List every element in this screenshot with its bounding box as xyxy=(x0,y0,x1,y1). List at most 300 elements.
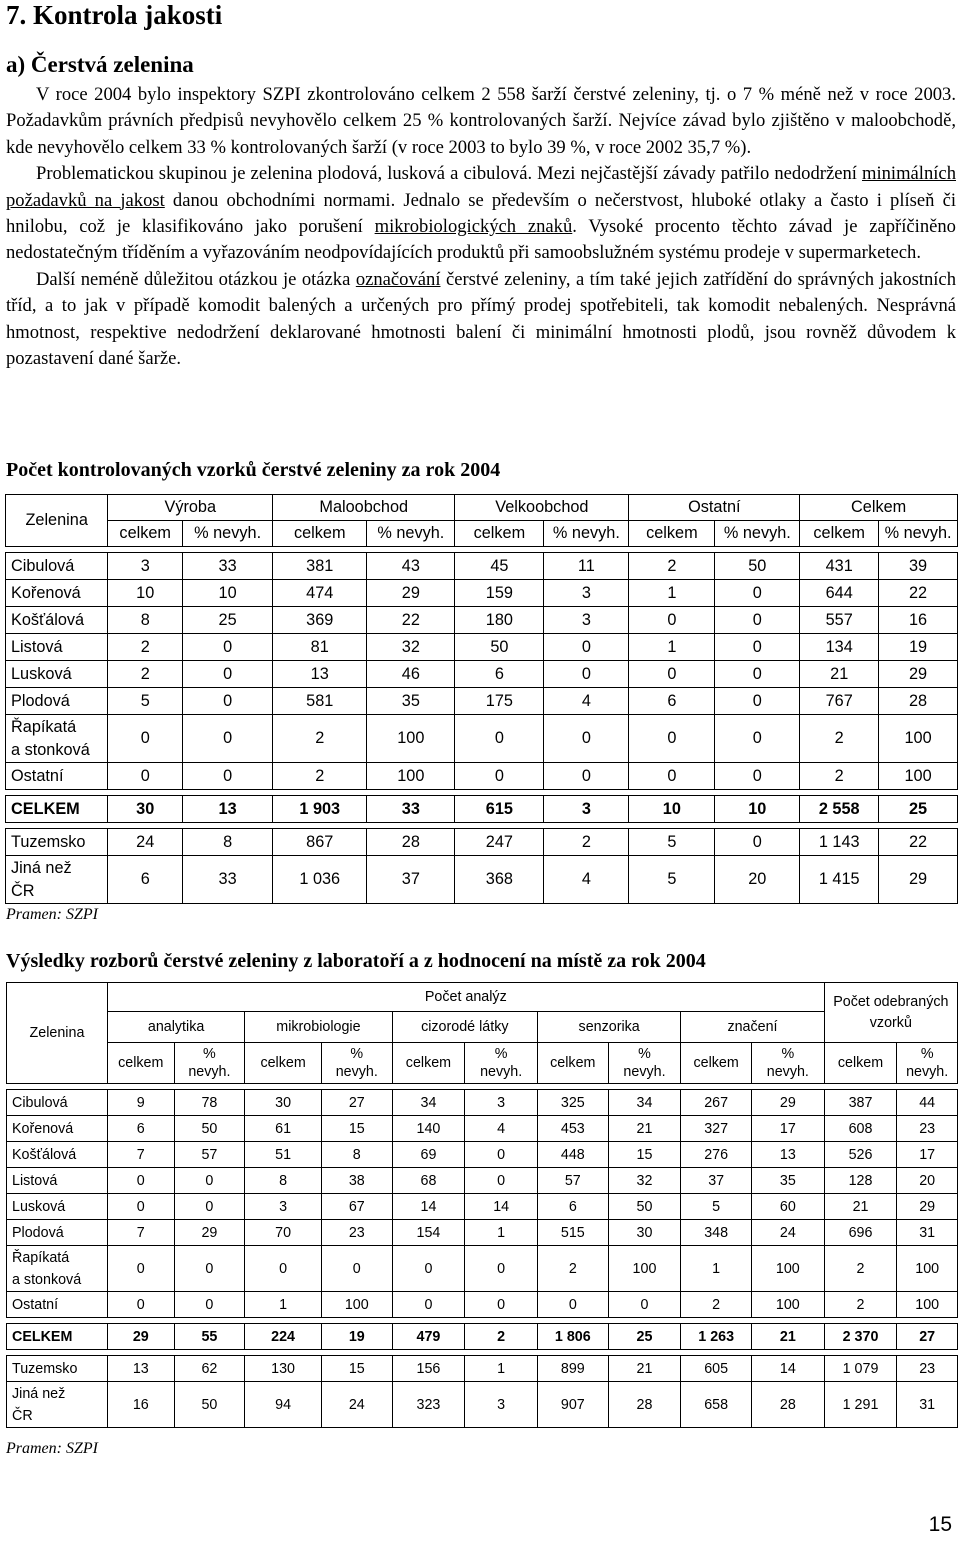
table2-row-label: Košťálová xyxy=(7,1142,108,1168)
table1-cell: 24 xyxy=(108,829,183,856)
table1-group-header: Celkem xyxy=(800,495,958,521)
table2-group-header: mikrobiologie xyxy=(245,1012,392,1043)
table2-cell: 23 xyxy=(897,1116,958,1142)
table1-cell: 81 xyxy=(273,634,367,661)
table-row xyxy=(6,661,958,688)
table2-cell: 387 xyxy=(824,1090,897,1116)
table-row xyxy=(6,688,958,715)
paragraph-2-text-a: Problematickou skupinou je zelenina plodová, lusková a cibulová. Mezi nejčastější závady patřilo nedodržení xyxy=(36,163,862,185)
table1-row-label: Jiná než ČR xyxy=(6,856,108,904)
table2-sub-pct-header: % nevyh. xyxy=(174,1043,245,1084)
table2-cell: 0 xyxy=(465,1168,538,1194)
table1-cell: 46 xyxy=(367,661,455,688)
table1-sub-total-header: celkem xyxy=(455,521,544,547)
table2-cell: 2 xyxy=(681,1292,752,1318)
table2-cell: 0 xyxy=(245,1246,322,1292)
table2-cell: 608 xyxy=(824,1116,897,1142)
table2-group-header: cizorodé látky xyxy=(392,1012,537,1043)
table2-cell: 9 xyxy=(107,1090,174,1116)
table2-cell: 70 xyxy=(245,1220,322,1246)
table-row xyxy=(6,553,958,580)
table1-cell: 30 xyxy=(108,796,183,823)
table2-cell: 16 xyxy=(107,1382,174,1428)
table2-cell: 7 xyxy=(107,1142,174,1168)
table2-sub-pct-header: % nevyh. xyxy=(321,1043,392,1084)
table1-cell: 867 xyxy=(273,829,367,856)
table1-cell: 1 903 xyxy=(273,796,367,823)
table2-cell: 448 xyxy=(537,1142,608,1168)
table2-caption: Výsledky rozborů čerstvé zeleniny z laboratoří a z hodnocení na místě za rok 2004 xyxy=(6,950,706,972)
table1-cell: 43 xyxy=(367,553,455,580)
table2-cell: 94 xyxy=(245,1382,322,1428)
table2-cell: 34 xyxy=(392,1090,465,1116)
table2-cell: 323 xyxy=(392,1382,465,1428)
table1-cell: 2 xyxy=(108,634,183,661)
table-analysis-results xyxy=(6,982,958,1428)
table2-cell: 0 xyxy=(465,1292,538,1318)
table1-cell: 0 xyxy=(544,661,629,688)
table1-cell: 100 xyxy=(879,715,958,763)
table2-row-label: Lusková xyxy=(7,1194,108,1220)
table2-cell: 0 xyxy=(465,1142,538,1168)
table-row xyxy=(6,634,958,661)
table2-cell: 6 xyxy=(107,1116,174,1142)
table1-cell: 644 xyxy=(800,580,879,607)
table2-cell: 15 xyxy=(321,1116,392,1142)
table2-cell: 17 xyxy=(897,1142,958,1168)
paragraph-3-text-b: čerstvé zeleniny, a tím také jejich zatřídění do správných jakostních tříd, a to jak v případě komodit balených a určených pro přímý prodej spotřebiteli, tak komodit nebalených. Nesprávná hmotnost, respektive nedodržení deklarované hmotnosti balení či minimální hmotnosti plodů, jsou rovněž důvodem k pozastavení dané šarže. xyxy=(6,268,956,370)
table1-cell: 368 xyxy=(455,856,544,904)
table1-cell: 0 xyxy=(715,661,800,688)
table1-cell: 581 xyxy=(273,688,367,715)
table2-sub-total-header: celkem xyxy=(245,1043,322,1084)
table1-group-header: Velkoobchod xyxy=(455,495,629,521)
table2-cell: 29 xyxy=(897,1194,958,1220)
table1-cell: 21 xyxy=(800,661,879,688)
table2-cell: 100 xyxy=(608,1246,681,1292)
table2-sub-pct-header: % nevyh. xyxy=(465,1043,538,1084)
table1-cell: 381 xyxy=(273,553,367,580)
table2-cell: 55 xyxy=(174,1324,245,1350)
table2-cell: 44 xyxy=(897,1090,958,1116)
table1-cell: 557 xyxy=(800,607,879,634)
table1-cell: 1 415 xyxy=(800,856,879,904)
table1-cell: 29 xyxy=(879,856,958,904)
table1-cell: 50 xyxy=(455,634,544,661)
table1-cell: 0 xyxy=(544,634,629,661)
table1-group-header: Maloobchod xyxy=(273,495,455,521)
table1-cell: 3 xyxy=(544,580,629,607)
table2-sub-pct-header: % nevyh. xyxy=(608,1043,681,1084)
table2-cell: 21 xyxy=(824,1194,897,1220)
table2-corner-header: Zelenina xyxy=(7,983,108,1084)
table2-cell: 0 xyxy=(107,1246,174,1292)
table1-corner-header: Zelenina xyxy=(6,495,108,547)
page-number: 15 xyxy=(928,1513,952,1536)
table2-cell: 224 xyxy=(245,1324,322,1350)
table1-subheader-row xyxy=(6,521,958,547)
table1-cell: 11 xyxy=(544,553,629,580)
table2-cell: 78 xyxy=(174,1090,245,1116)
table1-cell: 0 xyxy=(715,763,800,790)
table2-cell: 6 xyxy=(537,1194,608,1220)
table1-cell: 0 xyxy=(544,715,629,763)
table2-cell: 24 xyxy=(321,1382,392,1428)
table1-sub-total-header: celkem xyxy=(273,521,367,547)
table1-cell: 100 xyxy=(367,715,455,763)
paragraph-2 xyxy=(6,161,956,267)
table2-row-label: Tuzemsko xyxy=(7,1356,108,1382)
table1-sub-pct-header: % nevyh. xyxy=(367,521,455,547)
table2-cell: 1 079 xyxy=(824,1356,897,1382)
table2-cell: 453 xyxy=(537,1116,608,1142)
table2-cell: 67 xyxy=(321,1194,392,1220)
table2-cell: 50 xyxy=(608,1194,681,1220)
table1-cell: 10 xyxy=(629,796,715,823)
table2-cell: 2 xyxy=(824,1246,897,1292)
table-row xyxy=(6,763,958,790)
table2-cell: 526 xyxy=(824,1142,897,1168)
table1-cell: 35 xyxy=(367,688,455,715)
table1-cell: 0 xyxy=(108,763,183,790)
table2-row-label: Ostatní xyxy=(7,1292,108,1318)
table2-samples-header: Počet odebraných vzorků xyxy=(824,983,957,1043)
table1-cell: 4 xyxy=(544,688,629,715)
table2-cell: 0 xyxy=(107,1292,174,1318)
table1-cell: 22 xyxy=(879,829,958,856)
table2-cell: 100 xyxy=(751,1292,824,1318)
table2-cell: 15 xyxy=(608,1142,681,1168)
table2-cell: 0 xyxy=(174,1292,245,1318)
table2-total-row xyxy=(7,1324,958,1350)
table2-cell: 0 xyxy=(392,1246,465,1292)
table2-cell: 1 xyxy=(465,1220,538,1246)
table2-cell: 17 xyxy=(751,1116,824,1142)
table2-cell: 100 xyxy=(321,1292,392,1318)
table1-caption: Počet kontrolovaných vzorků čerstvé zeleniny za rok 2004 xyxy=(6,459,501,481)
table2-cell: 25 xyxy=(608,1324,681,1350)
table1-cell: 0 xyxy=(183,634,273,661)
table-row xyxy=(7,1356,958,1382)
table2-cell: 57 xyxy=(537,1168,608,1194)
table2-row-label: Cibulová xyxy=(7,1090,108,1116)
table2-cell: 31 xyxy=(897,1220,958,1246)
table2-cell: 0 xyxy=(537,1292,608,1318)
table2-cell: 0 xyxy=(321,1246,392,1292)
paragraph-2-underlined-1: minimálních požadavků na jakost xyxy=(6,163,956,211)
table1-cell: 25 xyxy=(879,796,958,823)
table2-cell: 2 xyxy=(824,1292,897,1318)
table2-cell: 0 xyxy=(174,1168,245,1194)
table2-cell: 30 xyxy=(608,1220,681,1246)
table1-row-label: CELKEM xyxy=(6,796,108,823)
table1-cell: 13 xyxy=(183,796,273,823)
table2-cell: 140 xyxy=(392,1116,465,1142)
table2-cell: 100 xyxy=(897,1292,958,1318)
table2-cell: 2 370 xyxy=(824,1324,897,1350)
table2-cell: 57 xyxy=(174,1142,245,1168)
table1-row-label: Cibulová xyxy=(6,553,108,580)
table1-row-label: Tuzemsko xyxy=(6,829,108,856)
table-row xyxy=(6,580,958,607)
table2-cell: 60 xyxy=(751,1194,824,1220)
table-row xyxy=(7,1292,958,1318)
table1-cell: 8 xyxy=(108,607,183,634)
table2-cell: 1 xyxy=(681,1246,752,1292)
table1-row-label: Řapíkatá a stonková xyxy=(6,715,108,763)
table1-cell: 0 xyxy=(715,607,800,634)
table2-cell: 605 xyxy=(681,1356,752,1382)
table2-cell: 31 xyxy=(897,1382,958,1428)
table-row xyxy=(7,1382,958,1428)
table1-cell: 615 xyxy=(455,796,544,823)
table1-cell: 2 xyxy=(273,715,367,763)
table1-cell: 767 xyxy=(800,688,879,715)
table1-cell: 20 xyxy=(715,856,800,904)
table-row xyxy=(7,1116,958,1142)
table2-cell: 128 xyxy=(824,1168,897,1194)
table1-cell: 0 xyxy=(715,715,800,763)
table1-cell: 32 xyxy=(367,634,455,661)
table2-cell: 3 xyxy=(245,1194,322,1220)
table2-row-label: Jiná než ČR xyxy=(7,1382,108,1428)
table1-cell: 8 xyxy=(183,829,273,856)
table1-cell: 10 xyxy=(108,580,183,607)
table2-cell: 156 xyxy=(392,1356,465,1382)
table2-cell: 15 xyxy=(321,1356,392,1382)
table1-cell: 100 xyxy=(367,763,455,790)
table1-cell: 22 xyxy=(879,580,958,607)
table1-cell: 37 xyxy=(367,856,455,904)
table1-cell: 29 xyxy=(879,661,958,688)
table1-cell: 0 xyxy=(629,661,715,688)
table1-sub-pct-header: % nevyh. xyxy=(715,521,800,547)
table1-total-row xyxy=(6,796,958,823)
table2-cell: 4 xyxy=(465,1116,538,1142)
table1-row-label: Listová xyxy=(6,634,108,661)
table-row xyxy=(7,1168,958,1194)
table2-row-label: Listová xyxy=(7,1168,108,1194)
table1-cell: 0 xyxy=(455,763,544,790)
table1-cell: 28 xyxy=(879,688,958,715)
table1-cell: 45 xyxy=(455,553,544,580)
table1-cell: 19 xyxy=(879,634,958,661)
paragraph-2-text-c: . Vysoké procento těchto závad je zapříčiněno nedostatečným tříděním a vyřazováním neodpovídajících produktů při samoobslužném systému prodeje v supermarketech. xyxy=(6,216,956,264)
table1-cell: 100 xyxy=(879,763,958,790)
table2-row-label: CELKEM xyxy=(7,1324,108,1350)
table1-cell: 180 xyxy=(455,607,544,634)
table1-cell: 0 xyxy=(715,634,800,661)
table1-cell: 3 xyxy=(544,607,629,634)
table1-cell: 50 xyxy=(715,553,800,580)
table1-cell: 5 xyxy=(629,829,715,856)
table1-sub-total-header: celkem xyxy=(108,521,183,547)
table2-group-header: analytika xyxy=(107,1012,244,1043)
table1-cell: 5 xyxy=(108,688,183,715)
table1-cell: 3 xyxy=(108,553,183,580)
table2-cell: 34 xyxy=(608,1090,681,1116)
table2-cell: 3 xyxy=(465,1090,538,1116)
table-row xyxy=(6,607,958,634)
table2-cell: 21 xyxy=(608,1116,681,1142)
table2-cell: 30 xyxy=(245,1090,322,1116)
table2-cell: 899 xyxy=(537,1356,608,1382)
table2-cell: 1 xyxy=(465,1356,538,1382)
table2-cell: 100 xyxy=(897,1246,958,1292)
table1-cell: 0 xyxy=(183,715,273,763)
table1-cell: 0 xyxy=(629,715,715,763)
table2-group-header: senzorika xyxy=(537,1012,680,1043)
paragraph-3 xyxy=(6,267,956,373)
table1-cell: 33 xyxy=(183,553,273,580)
table2-sub-total-header: celkem xyxy=(537,1043,608,1084)
table2-cell: 276 xyxy=(681,1142,752,1168)
table1-cell: 1 036 xyxy=(273,856,367,904)
table1-row-label: Ostatní xyxy=(6,763,108,790)
paragraph-2-underlined-2: mikrobiologických znaků xyxy=(374,216,573,238)
table1-sub-pct-header: % nevyh. xyxy=(183,521,273,547)
table1-group-header: Ostatní xyxy=(629,495,800,521)
table1-cell: 159 xyxy=(455,580,544,607)
section-title: a) Čerstvá zelenina xyxy=(6,52,194,77)
table2-cell: 658 xyxy=(681,1382,752,1428)
table1-cell: 6 xyxy=(629,688,715,715)
table1-header-row xyxy=(6,495,958,521)
table2-cell: 1 806 xyxy=(537,1324,608,1350)
table1-cell: 247 xyxy=(455,829,544,856)
table2-sub-pct-header: % nevyh. xyxy=(751,1043,824,1084)
table1-cell: 22 xyxy=(367,607,455,634)
table2-cell: 0 xyxy=(107,1168,174,1194)
table1-row-label: Košťálová xyxy=(6,607,108,634)
table2-cell: 2 xyxy=(537,1246,608,1292)
table2-subheader-row xyxy=(7,1043,958,1084)
table1-cell: 16 xyxy=(879,607,958,634)
table1-cell: 0 xyxy=(183,661,273,688)
table1-cell: 4 xyxy=(544,856,629,904)
table1-cell: 25 xyxy=(183,607,273,634)
table2-cell: 267 xyxy=(681,1090,752,1116)
table2-cell: 154 xyxy=(392,1220,465,1246)
paragraph-2-text-b: danou obchodními normami. Jednalo se především o nečerstvost, hluboké otlaky a často i plíseň či hnilobu, což je klasifikováno jako porušení xyxy=(6,189,956,238)
table1-group-header: Výroba xyxy=(108,495,273,521)
table1-cell: 29 xyxy=(367,580,455,607)
table2-cell: 5 xyxy=(681,1194,752,1220)
table2-cell: 327 xyxy=(681,1116,752,1142)
table2-cell: 24 xyxy=(751,1220,824,1246)
table2-cell: 0 xyxy=(174,1194,245,1220)
table2-cell: 61 xyxy=(245,1116,322,1142)
table1-cell: 2 xyxy=(108,661,183,688)
table-row xyxy=(6,715,958,763)
table2-cell: 8 xyxy=(245,1168,322,1194)
table2-cell: 8 xyxy=(321,1142,392,1168)
table2-cell: 325 xyxy=(537,1090,608,1116)
paragraph-3-underlined: označování xyxy=(355,268,441,290)
table2-cell: 29 xyxy=(751,1090,824,1116)
table1-cell: 28 xyxy=(367,829,455,856)
table2-cell: 515 xyxy=(537,1220,608,1246)
table1-cell: 0 xyxy=(544,763,629,790)
table2-cell: 14 xyxy=(392,1194,465,1220)
table2-row-label: Kořenová xyxy=(7,1116,108,1142)
table1-cell: 10 xyxy=(183,580,273,607)
body-text xyxy=(6,82,956,372)
table2-row-label: Řapíkatá a stonková xyxy=(7,1246,108,1292)
table2-cell: 20 xyxy=(897,1168,958,1194)
table1-cell: 1 xyxy=(629,580,715,607)
table2-cell: 21 xyxy=(751,1324,824,1350)
table2-super-header-row xyxy=(7,983,958,1012)
paragraph-3-text-a: Další neméně důležitou otázkou je otázka xyxy=(36,268,356,290)
table1-cell: 2 xyxy=(273,763,367,790)
table2-group-header-row xyxy=(7,1012,958,1043)
table1-cell: 2 xyxy=(800,763,879,790)
table2-cell: 19 xyxy=(321,1324,392,1350)
table2-cell: 3 xyxy=(465,1382,538,1428)
table2-sub-total-header: celkem xyxy=(392,1043,465,1084)
table2-cell: 0 xyxy=(392,1292,465,1318)
table2-cell: 38 xyxy=(321,1168,392,1194)
table2-cell: 348 xyxy=(681,1220,752,1246)
table2-cell: 27 xyxy=(321,1090,392,1116)
table1-cell: 13 xyxy=(273,661,367,688)
table1-cell: 0 xyxy=(629,607,715,634)
table1-cell: 369 xyxy=(273,607,367,634)
table2-cell: 1 291 xyxy=(824,1382,897,1428)
table2-cell: 696 xyxy=(824,1220,897,1246)
table2-cell: 29 xyxy=(174,1220,245,1246)
table2-cell: 14 xyxy=(465,1194,538,1220)
table1-cell: 1 xyxy=(629,634,715,661)
table2-cell: 0 xyxy=(608,1292,681,1318)
table1-cell: 0 xyxy=(715,688,800,715)
table2-cell: 7 xyxy=(107,1220,174,1246)
table2-cell: 14 xyxy=(751,1356,824,1382)
table2-cell: 907 xyxy=(537,1382,608,1428)
table2-cell: 23 xyxy=(897,1356,958,1382)
table1-cell: 0 xyxy=(108,715,183,763)
table2-cell: 69 xyxy=(392,1142,465,1168)
table2-group-header: značení xyxy=(681,1012,824,1043)
table2-cell: 21 xyxy=(608,1356,681,1382)
table-row xyxy=(6,829,958,856)
table2-cell: 27 xyxy=(897,1324,958,1350)
table2-cell: 28 xyxy=(751,1382,824,1428)
table2-cell: 37 xyxy=(681,1168,752,1194)
table1-cell: 0 xyxy=(629,763,715,790)
table1-row-label: Lusková xyxy=(6,661,108,688)
table1-cell: 3 xyxy=(544,796,629,823)
table-row xyxy=(7,1090,958,1116)
table2-cell: 479 xyxy=(392,1324,465,1350)
paragraph-1: V roce 2004 bylo inspektory SZPI zkontrolováno celkem 2 558 šarží čerstvé zeleniny, tj. o 7 % méně než v roce 2003. Požadavkům právních předpisů nevyhovělo celkem 25 % kontrolovaných šarží. Nejvíce závad bylo zjištěno v maloobchodě, kde nevyhovělo celkem 33 % kontrolovaných šarží (v roce 2003 to bylo 39 %, v roce 2002 35,7 %). xyxy=(6,84,956,158)
table1-cell: 33 xyxy=(183,856,273,904)
table2-cell: 68 xyxy=(392,1168,465,1194)
table2-cell: 50 xyxy=(174,1382,245,1428)
table1-source: Pramen: SZPI xyxy=(6,906,98,923)
table2-cell: 13 xyxy=(751,1142,824,1168)
table-row xyxy=(7,1142,958,1168)
table2-super-header: Počet analýz xyxy=(107,983,824,1012)
table1-cell: 175 xyxy=(455,688,544,715)
table2-source: Pramen: SZPI xyxy=(6,1440,98,1457)
table1-row-label: Kořenová xyxy=(6,580,108,607)
table1-cell: 431 xyxy=(800,553,879,580)
table2-cell: 23 xyxy=(321,1220,392,1246)
table1-cell: 0 xyxy=(715,829,800,856)
table2-cell: 35 xyxy=(751,1168,824,1194)
